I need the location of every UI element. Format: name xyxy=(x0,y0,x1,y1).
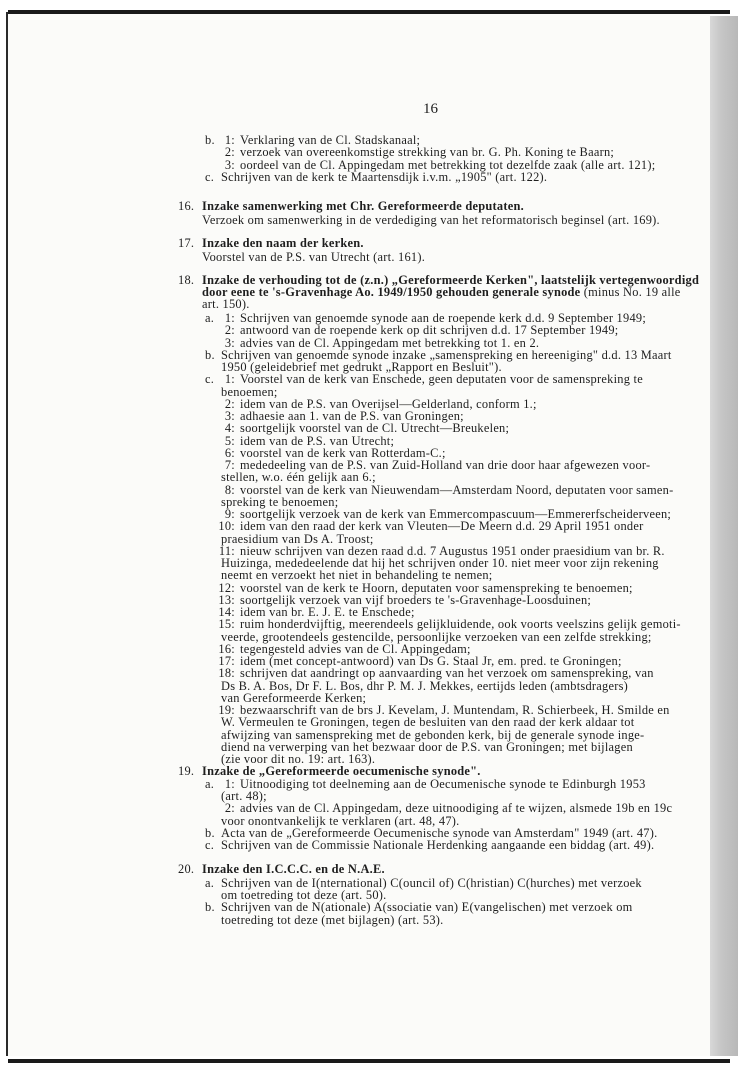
item-18-line-subnumber: 18: xyxy=(218,666,235,681)
item-19-number: 19. xyxy=(178,764,195,778)
item-19-line-text: Acta van de „Gereformeerde Oecumenische synode van Amsterdam" 1949 (art. 47). xyxy=(221,825,658,840)
item-18-line-text: idem van de P.S. van Utrecht; xyxy=(240,433,395,448)
item-18-heading-line-2 xyxy=(202,285,681,299)
item-16-number: 16. xyxy=(178,199,195,213)
item-18-line-subnumber: 2: xyxy=(224,323,235,338)
item-18-line-subnumber: 3: xyxy=(224,335,235,350)
item-18-line-text: voorstel van de kerk te Hoorn, deputaten voor samenspreking te benoemen; xyxy=(240,580,633,595)
item-18-line-text: van Gereformeerde Kerken; xyxy=(221,690,367,705)
item-18-heading-bold: door eene te 's-Gravenhage Ao. 1949/1950 gehouden generale synode xyxy=(202,285,581,299)
scan-edge-right xyxy=(710,16,738,1068)
item-18-line-text: neemt en verzoekt het niet in behandeling te nemen; xyxy=(221,568,493,583)
item-18-line-subnumber: 1: xyxy=(224,372,235,387)
item-18-line-subnumber: 15: xyxy=(218,617,235,632)
page-number: 16 xyxy=(423,101,438,117)
item-18-line-text: soortgelijk verzoek van de kerk van Emmercompascuum—Emmererfscheiderveen; xyxy=(240,507,672,521)
item-18-line-text: idem van br. E. J. E. te Enschede; xyxy=(240,605,415,619)
item-18-line-text: mededeeling van de P.S. van Zuid-Holland van drie door haar afgewezen voor- xyxy=(240,458,651,472)
item-18-line-subnumber: 16: xyxy=(218,641,235,656)
item-18-line-subnumber: 7: xyxy=(224,458,235,472)
item-17-text: Voorstel van de P.S. van Utrecht (art. 161). xyxy=(202,250,426,264)
item-18-line-text: adhaesie aan 1. van de P.S. van Groningen; xyxy=(240,409,464,423)
item-19-line-text: Schrijven van de Commissie Nationale Herdenking aangaande een biddag (art. 49). xyxy=(221,838,655,852)
item-18-line-text: Voorstel van de kerk van Enschede, geen deputaten voor de samenspreking te xyxy=(240,372,643,387)
item-18-line-text: diend na verwerping van het bezwaar door de P.S. van Groningen; met bijlagen xyxy=(221,739,633,754)
item-18-line-subnumber: 4: xyxy=(224,421,235,436)
item-19-line-text: voor onontvankelijk te verklaren (art. 48, 47). xyxy=(221,813,460,828)
item-18-heading-line-3: art. 150). xyxy=(202,297,250,311)
item-19-heading: Inzake de „Gereformeerde oecumenische synode". xyxy=(202,764,481,778)
item-15-line-text: Schrijven van de kerk te Maartensdijk i.v.m. „1905" (art. 122). xyxy=(221,169,548,184)
item-15-line-text: oordeel van de Cl. Appingedam met betrekking tot dezelfde zaak (alle art. 121); xyxy=(240,157,656,172)
item-18-line-label: a. xyxy=(205,311,215,325)
item-18-line-text: idem (met concept-antwoord) van Ds G. Staal Jr, em. pred. te Groningen; xyxy=(240,654,622,668)
item-18-line-text: idem van de P.S. van Overijsel—Gelderland, conform 1.; xyxy=(240,396,537,411)
item-18-line-text: voorstel van de kerk van Rotterdam-C.; xyxy=(240,445,446,460)
item-18-line-text: benoemen; xyxy=(221,384,278,399)
item-18-line-label: b. xyxy=(205,347,215,362)
item-18-heading-note: (minus No. 19 alle xyxy=(580,285,681,299)
item-18-line-text: Schrijven van genoemde synode aan de roepende kerk d.d. 9 September 1949; xyxy=(240,311,647,325)
item-16-heading: Inzake samenwerking met Chr. Gereformeerde deputaten. xyxy=(202,199,524,213)
item-18-line-text: idem van den raad der kerk van Vleuten—De Meern d.d. 29 April 1951 onder xyxy=(240,519,644,534)
item-18-line-text: W. Vermeulen te Groningen, tegen de besluiten van den raad der kerk aldaar tot xyxy=(221,715,635,730)
item-15-line-subnumber: 2: xyxy=(224,145,235,160)
item-19-line-label: b. xyxy=(205,825,215,840)
item-19-line-label: a. xyxy=(205,777,215,791)
item-18-line-text: veerde, grootendeels gestencilde, persoonlijke verzoeken van een zelfde strekking; xyxy=(221,629,652,644)
item-20-line-label: b. xyxy=(205,900,215,915)
item-20-heading: Inzake den I.C.C.C. en de N.A.E. xyxy=(202,862,385,876)
item-18-line-text: schrijven dat aandringt op aanvaarding van het verzoek om samenspreking, van xyxy=(240,666,654,681)
item-20-number: 20. xyxy=(178,862,195,876)
item-20-line-text: toetreding tot deze (met bijlagen) (art. 53). xyxy=(221,912,444,927)
item-17-number: 17. xyxy=(178,236,195,250)
item-18-line-subnumber: 12: xyxy=(218,580,235,595)
item-19-line-text: Uitnoodiging tot deelneming aan de Oecumenische synode te Edinburgh 1953 xyxy=(240,777,646,791)
item-15-line-subnumber: 1: xyxy=(224,133,235,147)
item-18-line-label: c. xyxy=(205,372,215,387)
item-18-line-subnumber: 9: xyxy=(224,507,235,521)
item-18-line-text: praesidium van Ds A. Troost; xyxy=(221,531,374,546)
item-15-line-subnumber: 3: xyxy=(224,157,235,172)
item-20-line-text: Schrijven van de I(nternational) C(ouncil of) C(hristian) C(hurches) met verzoek xyxy=(221,876,642,890)
item-15-line-text: Verklaring van de Cl. Stadskanaal; xyxy=(240,133,421,147)
item-18-line-subnumber: 8: xyxy=(224,482,235,497)
item-18-line-subnumber: 6: xyxy=(224,445,235,460)
item-18-line-text: Ds B. A. Bos, Dr F. L. Bos, dhr P. M. J. Mekkes, eertijds leden (ambtsdragers) xyxy=(221,678,629,693)
item-19-line-text: (art. 48); xyxy=(221,789,267,804)
item-18-line-text: soortgelijk voorstel van de Cl. Utrecht—Breukelen; xyxy=(240,421,510,436)
item-15-line-label: c. xyxy=(205,169,215,184)
item-18-number: 18. xyxy=(178,273,195,287)
item-19-line-label: c. xyxy=(205,838,215,852)
item-18-line-text: Huizinga, mededeelende dat hij het schrijven onder 10. niet meer voor zijn rekening xyxy=(221,556,659,570)
item-18-line-subnumber: 3: xyxy=(224,409,235,423)
item-18-line-text: voorstel van de kerk van Nieuwendam—Amsterdam Noord, deputaten voor samen- xyxy=(240,482,674,497)
scan-edge-top xyxy=(8,10,730,14)
item-18-line-subnumber: 13: xyxy=(218,592,235,607)
item-18-line-text: (zie voor dit no. 19: art. 163). xyxy=(221,752,376,766)
item-15-line-label: b. xyxy=(205,133,215,147)
item-19-line-subnumber: 1: xyxy=(224,777,235,791)
item-18-line-text: tegengesteld advies van de Cl. Appingedam; xyxy=(240,641,471,656)
item-19-line-subnumber: 2: xyxy=(224,801,235,816)
item-18-line-subnumber: 10: xyxy=(218,519,235,534)
item-18-line-text: bezwaarschrift van de brs J. Kevelam, J. Muntendam, R. Schierbeek, H. Smilde en xyxy=(240,703,670,717)
item-18-line-subnumber: 14: xyxy=(218,605,235,619)
item-18-line-text: Schrijven van genoemde synode inzake „samenspreking en hereeniging" d.d. 13 Maart xyxy=(221,347,672,362)
item-18-line-text: nieuw schrijven van dezen raad d.d. 7 Augustus 1951 onder praesidium van br. R. xyxy=(240,543,665,558)
item-18-line-subnumber: 2: xyxy=(224,396,235,411)
item-18-line-text: advies van de Cl. Appingedam met betrekking tot 1. en 2. xyxy=(240,335,540,350)
item-18-line-subnumber: 11: xyxy=(218,543,235,558)
item-20-line-text: om toetreding tot deze (art. 50). xyxy=(221,888,387,903)
item-15-line-text: verzoek van overeenkomstige strekking van br. G. Ph. Koning te Baarn; xyxy=(240,145,615,160)
item-19-line-text: advies van de Cl. Appingedam, deze uitnoodiging af te wijzen, alsmede 19b en 19c xyxy=(240,801,673,816)
item-18-line-text: afwijzing van samenspreking met de gebonden kerk, bij de generale synode inge- xyxy=(221,727,645,742)
item-18-line-text: 1950 (geleidebrief met gedrukt „Rapport en Besluit"). xyxy=(221,360,502,374)
item-20-line-text: Schrijven van de N(ationale) A(ssociatie van) E(vangelischen) met verzoek om xyxy=(221,900,633,915)
item-18-line-text: ruim honderdvijftig, meerendeels gelijkluidende, ook voorts veelszins gelijk gemoti- xyxy=(240,617,681,632)
item-18-line-text: spreking te benoemen; xyxy=(221,494,339,509)
item-17-heading: Inzake den naam der kerken. xyxy=(202,236,364,250)
item-18-line-subnumber: 19: xyxy=(218,703,235,717)
item-18-line-text: antwoord van de roepende kerk op dit schrijven d.d. 17 September 1949; xyxy=(240,323,619,338)
item-18-line-text: stellen, w.o. één gelijk aan 6.; xyxy=(221,470,376,485)
item-18-line-subnumber: 5: xyxy=(224,433,235,448)
item-18-line-text: soortgelijk verzoek van vijf broeders te 's-Gravenhage-Loosduinen; xyxy=(240,592,592,607)
item-18-line-subnumber: 17: xyxy=(218,654,235,668)
item-16-text: Verzoek om samenwerking in de verdediging van het reformatorisch beginsel (art. 169). xyxy=(202,213,660,227)
item-20-line-label: a. xyxy=(205,876,215,890)
item-18-line-subnumber: 1: xyxy=(224,311,235,325)
scan-edge-bottom xyxy=(8,1059,730,1063)
item-18-heading-line-1: Inzake de verhouding tot de (z.n.) „Gereformeerde Kerken", laatstelijk vertegenwoordigd xyxy=(202,273,700,287)
